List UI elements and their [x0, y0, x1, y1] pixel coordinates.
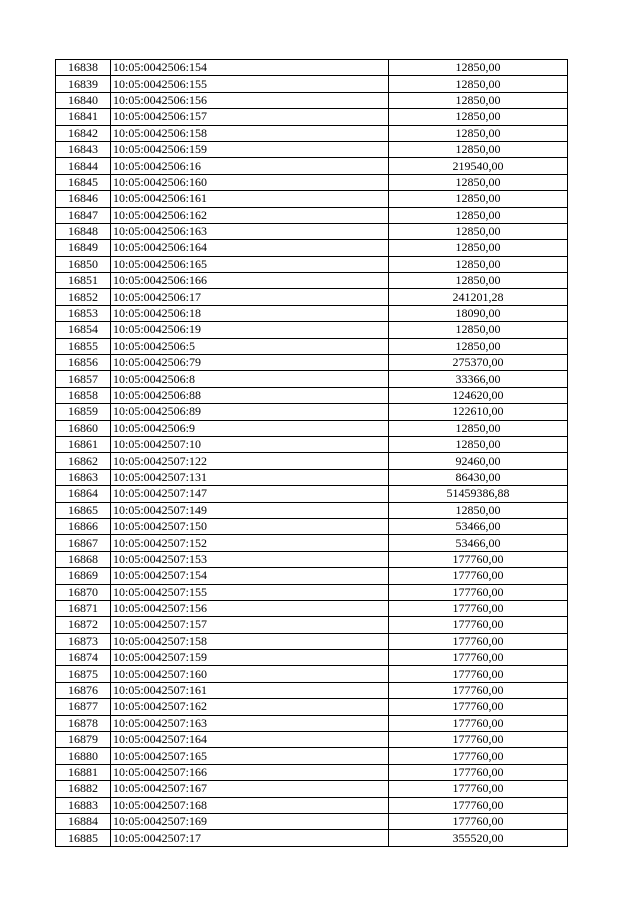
cadastral-number-cell: 10:05:0042507:164 [111, 732, 389, 748]
table-row [56, 338, 568, 354]
table-row [56, 584, 568, 600]
row-number-cell: 16884 [56, 813, 111, 829]
row-number-cell: 16861 [56, 436, 111, 452]
row-number-cell: 16854 [56, 322, 111, 338]
value-cell: 122610,00 [389, 404, 568, 420]
value-cell: 177760,00 [389, 715, 568, 731]
cadastral-number-cell: 10:05:0042506:19 [111, 322, 389, 338]
cadastral-number-cell: 10:05:0042506:161 [111, 191, 389, 207]
cadastral-number-cell: 10:05:0042507:17 [111, 830, 389, 846]
value-cell: 12850,00 [389, 76, 568, 92]
cadastral-number-cell: 10:05:0042506:17 [111, 289, 389, 305]
value-cell: 12850,00 [389, 322, 568, 338]
table-row [56, 518, 568, 534]
row-number-cell: 16852 [56, 289, 111, 305]
value-cell: 86430,00 [389, 469, 568, 485]
row-number-cell: 16859 [56, 404, 111, 420]
cadastral-number-cell: 10:05:0042506:154 [111, 60, 389, 76]
value-cell: 177760,00 [389, 797, 568, 813]
cadastral-number-cell: 10:05:0042507:167 [111, 781, 389, 797]
cadastral-number-cell: 10:05:0042506:158 [111, 125, 389, 141]
cadastral-number-cell: 10:05:0042507:153 [111, 551, 389, 567]
value-cell: 12850,00 [389, 436, 568, 452]
cadastral-number-cell: 10:05:0042507:169 [111, 813, 389, 829]
value-cell: 12850,00 [389, 109, 568, 125]
value-cell: 12850,00 [389, 240, 568, 256]
table-row [56, 289, 568, 305]
cadastral-number-cell: 10:05:0042507:168 [111, 797, 389, 813]
row-number-cell: 16838 [56, 60, 111, 76]
cadastral-number-cell: 10:05:0042506:16 [111, 158, 389, 174]
table-row [56, 322, 568, 338]
row-number-cell: 16851 [56, 273, 111, 289]
cadastral-number-cell: 10:05:0042506:164 [111, 240, 389, 256]
table-row [56, 436, 568, 452]
row-number-cell: 16848 [56, 223, 111, 239]
table-row [56, 732, 568, 748]
row-number-cell: 16881 [56, 764, 111, 780]
cadastral-number-cell: 10:05:0042507:122 [111, 453, 389, 469]
cadastral-number-cell: 10:05:0042506:163 [111, 223, 389, 239]
cadastral-number-cell: 10:05:0042507:162 [111, 699, 389, 715]
value-cell: 241201,28 [389, 289, 568, 305]
table-row [56, 764, 568, 780]
table-row [56, 600, 568, 616]
cadastral-number-cell: 10:05:0042506:9 [111, 420, 389, 436]
value-cell: 12850,00 [389, 191, 568, 207]
row-number-cell: 16879 [56, 732, 111, 748]
row-number-cell: 16882 [56, 781, 111, 797]
table-row [56, 141, 568, 157]
table-row [56, 469, 568, 485]
table-row [56, 76, 568, 92]
value-cell: 92460,00 [389, 453, 568, 469]
value-cell: 12850,00 [389, 273, 568, 289]
row-number-cell: 16874 [56, 650, 111, 666]
table-row [56, 387, 568, 403]
row-number-cell: 16865 [56, 502, 111, 518]
value-cell: 53466,00 [389, 535, 568, 551]
value-cell: 12850,00 [389, 174, 568, 190]
cadastral-number-cell: 10:05:0042507:154 [111, 568, 389, 584]
row-number-cell: 16846 [56, 191, 111, 207]
table-row [56, 371, 568, 387]
cadastral-number-cell: 10:05:0042507:160 [111, 666, 389, 682]
value-cell: 177760,00 [389, 682, 568, 698]
cadastral-number-cell: 10:05:0042506:88 [111, 387, 389, 403]
table-row [56, 420, 568, 436]
cadastral-number-cell: 10:05:0042507:158 [111, 633, 389, 649]
table-row [56, 174, 568, 190]
table-row [56, 109, 568, 125]
row-number-cell: 16867 [56, 535, 111, 551]
value-cell: 177760,00 [389, 732, 568, 748]
cadastral-number-cell: 10:05:0042506:162 [111, 207, 389, 223]
row-number-cell: 16866 [56, 518, 111, 534]
table-row [56, 682, 568, 698]
row-number-cell: 16869 [56, 568, 111, 584]
value-cell: 355520,00 [389, 830, 568, 846]
cadastral-number-cell: 10:05:0042507:152 [111, 535, 389, 551]
value-cell: 12850,00 [389, 125, 568, 141]
table-row [56, 256, 568, 272]
cadastral-number-cell: 10:05:0042506:159 [111, 141, 389, 157]
table-row [56, 633, 568, 649]
cadastral-number-cell: 10:05:0042506:8 [111, 371, 389, 387]
value-cell: 51459386,88 [389, 486, 568, 502]
value-cell: 124620,00 [389, 387, 568, 403]
row-number-cell: 16853 [56, 305, 111, 321]
value-cell: 12850,00 [389, 60, 568, 76]
value-cell: 177760,00 [389, 633, 568, 649]
cadastral-number-cell: 10:05:0042507:131 [111, 469, 389, 485]
value-cell: 177760,00 [389, 617, 568, 633]
table-row [56, 502, 568, 518]
table-row [56, 207, 568, 223]
table-row [56, 486, 568, 502]
row-number-cell: 16858 [56, 387, 111, 403]
table-body [56, 60, 568, 847]
cadastral-number-cell: 10:05:0042506:79 [111, 355, 389, 371]
cadastral-number-cell: 10:05:0042506:166 [111, 273, 389, 289]
cadastral-number-cell: 10:05:0042506:157 [111, 109, 389, 125]
value-cell: 12850,00 [389, 207, 568, 223]
data-table [55, 59, 568, 847]
row-number-cell: 16880 [56, 748, 111, 764]
row-number-cell: 16840 [56, 92, 111, 108]
row-number-cell: 16855 [56, 338, 111, 354]
cadastral-number-cell: 10:05:0042506:89 [111, 404, 389, 420]
row-number-cell: 16841 [56, 109, 111, 125]
row-number-cell: 16847 [56, 207, 111, 223]
cadastral-number-cell: 10:05:0042506:18 [111, 305, 389, 321]
row-number-cell: 16849 [56, 240, 111, 256]
table-row [56, 158, 568, 174]
table-row [56, 223, 568, 239]
table-row [56, 551, 568, 567]
value-cell: 12850,00 [389, 92, 568, 108]
table-row [56, 273, 568, 289]
cadastral-number-cell: 10:05:0042507:163 [111, 715, 389, 731]
value-cell: 275370,00 [389, 355, 568, 371]
table-row [56, 240, 568, 256]
table-row [56, 781, 568, 797]
value-cell: 177760,00 [389, 600, 568, 616]
row-number-cell: 16843 [56, 141, 111, 157]
row-number-cell: 16856 [56, 355, 111, 371]
value-cell: 18090,00 [389, 305, 568, 321]
cadastral-number-cell: 10:05:0042507:159 [111, 650, 389, 666]
row-number-cell: 16857 [56, 371, 111, 387]
table-row [56, 748, 568, 764]
table-row [56, 797, 568, 813]
row-number-cell: 16868 [56, 551, 111, 567]
cadastral-number-cell: 10:05:0042506:5 [111, 338, 389, 354]
table-row [56, 355, 568, 371]
cadastral-number-cell: 10:05:0042507:149 [111, 502, 389, 518]
table-row [56, 617, 568, 633]
value-cell: 177760,00 [389, 764, 568, 780]
value-cell: 177760,00 [389, 584, 568, 600]
value-cell: 177760,00 [389, 748, 568, 764]
row-number-cell: 16883 [56, 797, 111, 813]
row-number-cell: 16877 [56, 699, 111, 715]
cadastral-number-cell: 10:05:0042507:147 [111, 486, 389, 502]
row-number-cell: 16862 [56, 453, 111, 469]
row-number-cell: 16839 [56, 76, 111, 92]
cadastral-number-cell: 10:05:0042507:157 [111, 617, 389, 633]
row-number-cell: 16872 [56, 617, 111, 633]
cadastral-number-cell: 10:05:0042506:165 [111, 256, 389, 272]
table-row [56, 568, 568, 584]
table-row [56, 666, 568, 682]
cadastral-number-cell: 10:05:0042507:165 [111, 748, 389, 764]
value-cell: 53466,00 [389, 518, 568, 534]
row-number-cell: 16885 [56, 830, 111, 846]
row-number-cell: 16842 [56, 125, 111, 141]
value-cell: 177760,00 [389, 551, 568, 567]
value-cell: 177760,00 [389, 650, 568, 666]
value-cell: 12850,00 [389, 420, 568, 436]
value-cell: 33366,00 [389, 371, 568, 387]
table-row [56, 699, 568, 715]
value-cell: 12850,00 [389, 223, 568, 239]
row-number-cell: 16864 [56, 486, 111, 502]
value-cell: 177760,00 [389, 781, 568, 797]
table-row [56, 305, 568, 321]
table-row [56, 535, 568, 551]
value-cell: 12850,00 [389, 256, 568, 272]
cadastral-number-cell: 10:05:0042506:160 [111, 174, 389, 190]
cadastral-number-cell: 10:05:0042507:10 [111, 436, 389, 452]
cadastral-number-cell: 10:05:0042507:150 [111, 518, 389, 534]
table-row [56, 715, 568, 731]
cadastral-number-cell: 10:05:0042506:155 [111, 76, 389, 92]
row-number-cell: 16850 [56, 256, 111, 272]
cadastral-number-cell: 10:05:0042507:166 [111, 764, 389, 780]
row-number-cell: 16845 [56, 174, 111, 190]
table-row [56, 830, 568, 846]
table-row [56, 404, 568, 420]
value-cell: 177760,00 [389, 666, 568, 682]
value-cell: 12850,00 [389, 502, 568, 518]
value-cell: 219540,00 [389, 158, 568, 174]
row-number-cell: 16873 [56, 633, 111, 649]
table-row [56, 60, 568, 76]
row-number-cell: 16863 [56, 469, 111, 485]
value-cell: 12850,00 [389, 338, 568, 354]
table-row [56, 813, 568, 829]
table-row [56, 453, 568, 469]
row-number-cell: 16878 [56, 715, 111, 731]
table-row [56, 650, 568, 666]
cadastral-number-cell: 10:05:0042507:156 [111, 600, 389, 616]
row-number-cell: 16876 [56, 682, 111, 698]
row-number-cell: 16871 [56, 600, 111, 616]
value-cell: 177760,00 [389, 813, 568, 829]
row-number-cell: 16870 [56, 584, 111, 600]
value-cell: 12850,00 [389, 141, 568, 157]
row-number-cell: 16844 [56, 158, 111, 174]
cadastral-number-cell: 10:05:0042507:161 [111, 682, 389, 698]
cadastral-number-cell: 10:05:0042507:155 [111, 584, 389, 600]
cadastral-number-cell: 10:05:0042506:156 [111, 92, 389, 108]
value-cell: 177760,00 [389, 568, 568, 584]
table-row [56, 125, 568, 141]
table-row [56, 191, 568, 207]
table-row [56, 92, 568, 108]
row-number-cell: 16860 [56, 420, 111, 436]
value-cell: 177760,00 [389, 699, 568, 715]
row-number-cell: 16875 [56, 666, 111, 682]
